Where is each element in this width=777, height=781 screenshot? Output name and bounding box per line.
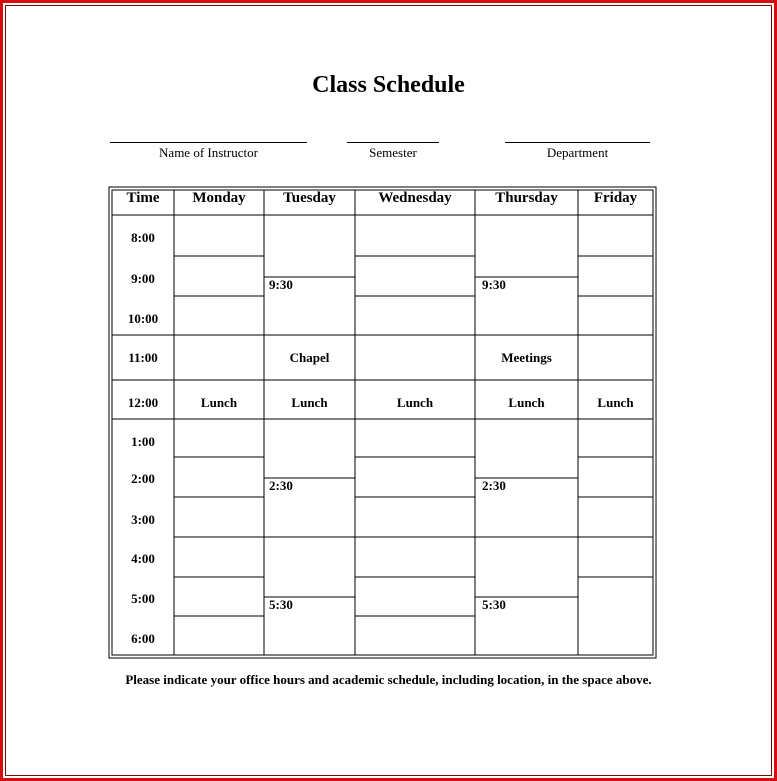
time-label: 10:00: [127, 311, 159, 326]
header-thursday: Thursday: [495, 190, 558, 206]
thursday-meetings: Meetings: [501, 350, 552, 365]
time-label: 3:00: [131, 512, 155, 527]
page-title: Class Schedule: [312, 72, 465, 98]
friday-lunch: Lunch: [597, 395, 634, 410]
time-label: 1:00: [131, 434, 155, 449]
instructor-label: Name of Instructor: [159, 145, 258, 160]
tuesday-afternoon-mark: 2:30: [269, 478, 293, 493]
header-monday: Monday: [192, 190, 246, 206]
table-outer-border: [109, 187, 656, 658]
department-label: Department: [546, 145, 609, 160]
time-label: 11:00: [128, 350, 158, 365]
time-label: 8:00: [131, 230, 155, 245]
tuesday-lunch: Lunch: [291, 395, 328, 410]
monday-lunch: Lunch: [200, 395, 238, 410]
time-label: 9:00: [131, 271, 155, 286]
tuesday-morning-mark: 9:30: [269, 277, 293, 292]
header-wednesday: Wednesday: [378, 190, 452, 206]
tuesday-evening-mark: 5:30: [269, 597, 293, 612]
semester-label: Semester: [369, 145, 417, 160]
header-time: Time: [126, 190, 160, 206]
tuesday-chapel: Chapel: [289, 350, 330, 365]
instructions-note: Please indicate your office hours and academic schedule, including location, in the space above.: [125, 672, 652, 687]
thursday-lunch: Lunch: [508, 395, 545, 410]
time-label: 2:00: [131, 471, 155, 486]
thursday-afternoon-mark: 2:30: [482, 478, 506, 493]
header-friday: Friday: [593, 190, 638, 206]
time-label: 5:00: [131, 591, 155, 606]
time-label: 6:00: [131, 631, 155, 646]
wednesday-lunch: Lunch: [396, 395, 434, 410]
thursday-evening-mark: 5:30: [482, 597, 506, 612]
table-inner-border: [112, 190, 653, 655]
time-label: 4:00: [131, 551, 155, 566]
thursday-morning-mark: 9:30: [482, 277, 506, 292]
header-tuesday: Tuesday: [283, 190, 336, 206]
time-label: 12:00: [127, 395, 159, 410]
